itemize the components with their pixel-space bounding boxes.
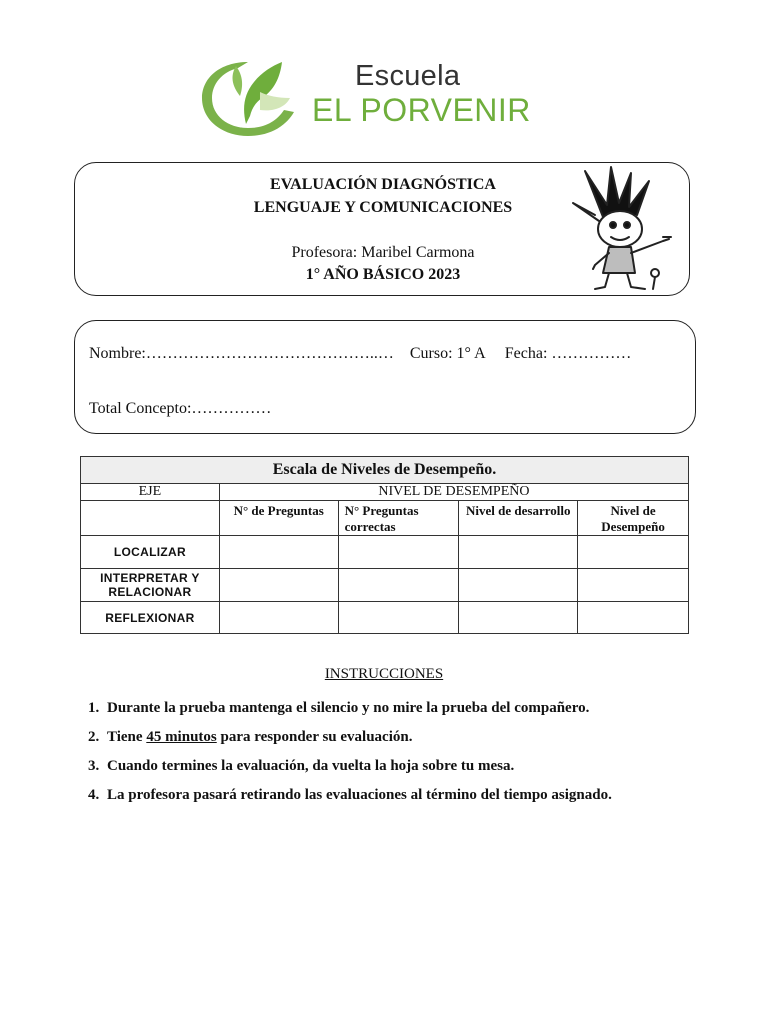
eje-header: EJE [81, 484, 220, 501]
time-limit: 45 minutos [146, 729, 217, 745]
school-logo [198, 56, 538, 146]
list-item: 4. La profesora pasará retirando las evaluaciones al término del tiempo asignado. [88, 787, 612, 803]
row-label: REFLEXIONAR [81, 602, 220, 634]
fecha-field[interactable]: Fecha: …………… [504, 345, 632, 362]
teacher-name: Profesora: Maribel Carmona [291, 244, 475, 261]
table-title: Escala de Niveles de Desempeño. [81, 457, 689, 484]
student-info-row [89, 345, 631, 363]
curso-field: Curso: 1° A [409, 345, 485, 362]
nivel-header: NIVEL DE DESEMPEÑO [219, 484, 688, 501]
table-cell[interactable] [338, 536, 459, 569]
total-concepto-field[interactable]: Total Concepto:…………… [89, 400, 272, 417]
logo-text-porvenir: EL PORVENIR [312, 92, 531, 128]
nombre-field[interactable]: Nombre:……………………………………..… [89, 345, 394, 362]
table-cell[interactable] [459, 569, 578, 602]
table-cell[interactable] [578, 536, 689, 569]
exam-title: EVALUACIÓN DIAGNÓSTICA [270, 176, 496, 193]
table-cell[interactable] [219, 569, 338, 602]
exam-subject: LENGUAJE Y COMUNICACIONES [253, 199, 513, 216]
table-cell[interactable] [338, 602, 459, 634]
table-cell[interactable] [459, 536, 578, 569]
logo-text-escuela: Escuela [355, 60, 461, 92]
column-header: N° de Preguntas [219, 501, 338, 536]
performance-scale-table [80, 456, 689, 634]
list-item: 2. Tiene 45 minutos para responder su evaluación. [88, 729, 413, 745]
grade-year: 1° AÑO BÁSICO 2023 [305, 266, 461, 283]
table-cell[interactable] [578, 602, 689, 634]
table-cell[interactable] [219, 536, 338, 569]
student-info-box [74, 320, 696, 434]
empty-header-cell [81, 501, 220, 536]
table-row [81, 602, 689, 634]
table-cell[interactable] [219, 602, 338, 634]
instructions-title: INSTRUCCIONES [324, 666, 444, 682]
table-row [81, 536, 689, 569]
row-label: LOCALIZAR [81, 536, 220, 569]
table-cell[interactable] [578, 569, 689, 602]
table-cell[interactable] [338, 569, 459, 602]
column-header: Nivel de Desempeño [578, 501, 689, 536]
exam-header-box [74, 162, 690, 296]
row-label: INTERPRETAR Y RELACIONAR [81, 569, 220, 602]
table-row [81, 569, 689, 602]
instructions-list [88, 700, 612, 816]
sprout-logo-icon [198, 56, 298, 140]
column-header: N° Preguntas correctas [338, 501, 459, 536]
column-header: Nivel de desarrollo [459, 501, 578, 536]
list-item: 1. Durante la prueba mantenga el silencio y no mire la prueba del compañero. [88, 700, 590, 716]
cartoon-kid-illustration [565, 165, 675, 293]
table-cell[interactable] [459, 602, 578, 634]
list-item: 3. Cuando termines la evaluación, da vuelta la hoja sobre tu mesa. [88, 758, 515, 774]
